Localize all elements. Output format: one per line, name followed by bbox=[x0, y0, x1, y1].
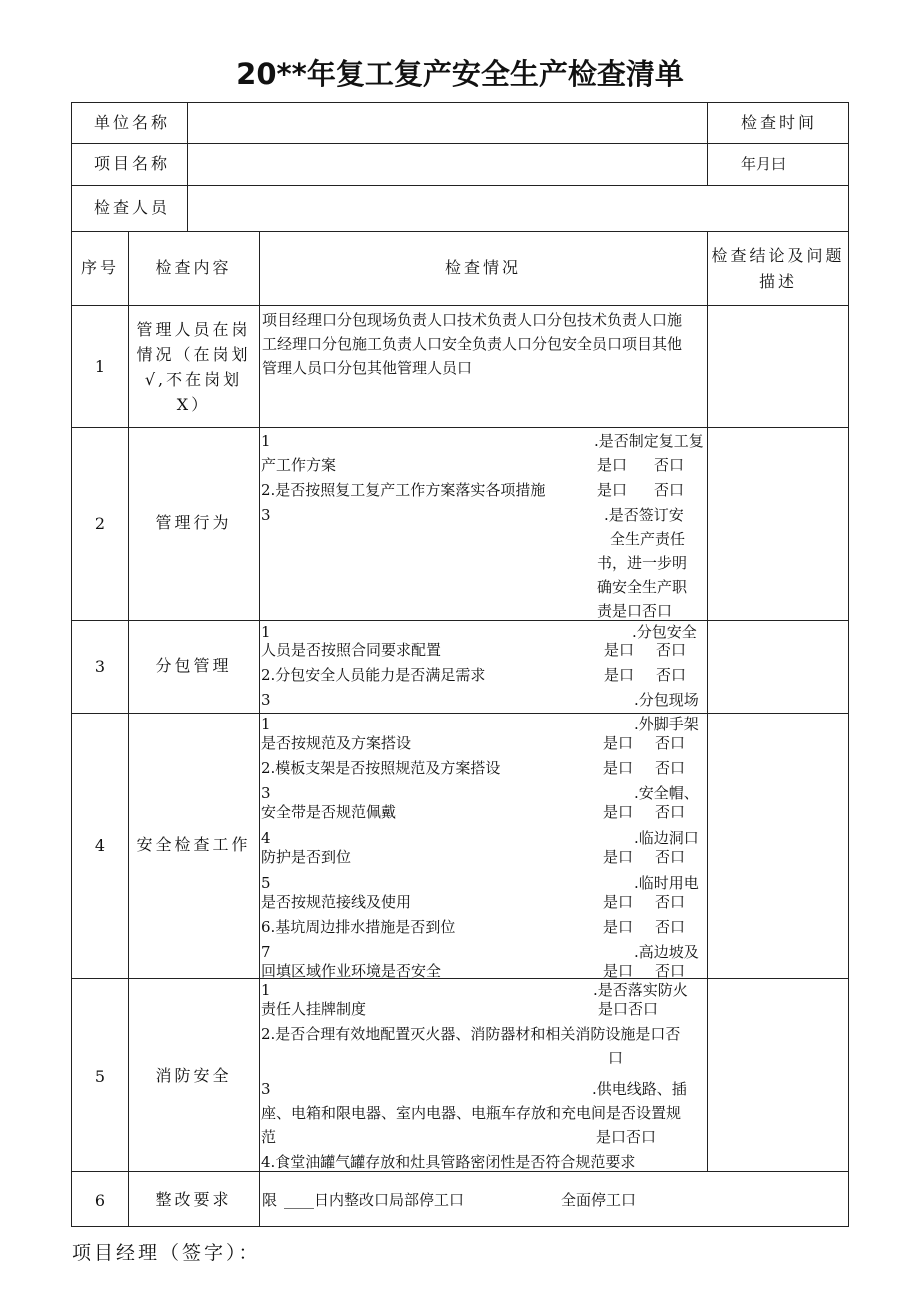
row-4-item: 6.基坑周边排水措施是否到位 bbox=[261, 918, 456, 936]
row-4-yes: 是口 bbox=[603, 962, 634, 980]
row-4-yes: 是口 bbox=[603, 803, 634, 821]
row-4-no: 否口 bbox=[655, 893, 686, 911]
row-4-item: .临时用电 bbox=[634, 874, 699, 892]
row-3-no: 否口 bbox=[656, 641, 687, 659]
row-2-item: 确安全生产职 bbox=[597, 578, 688, 596]
row-4-item: .外脚手架 bbox=[634, 715, 699, 733]
row-4-yes: 是口 bbox=[603, 759, 634, 777]
row-4-yes: 是口 bbox=[603, 848, 634, 866]
row-4-no: 否口 bbox=[655, 803, 686, 821]
unit-name-label: 单位名称 bbox=[94, 113, 171, 132]
column-header-no: 序号 bbox=[80, 258, 119, 277]
row-5-item: 责任人挂牌制度 bbox=[261, 1000, 367, 1018]
column-header-conclusion: 检查结论及问题 bbox=[711, 246, 845, 265]
row-3-content: 分包管理 bbox=[155, 656, 232, 675]
row-1-content: 情况（在岗划 bbox=[136, 345, 251, 364]
row-5-content: 消防安全 bbox=[155, 1066, 232, 1085]
row-5-item: .供电线路、插 bbox=[592, 1080, 687, 1098]
row-2-item: .是否制定复工复 bbox=[594, 432, 704, 450]
row-2-item: 1 bbox=[261, 432, 271, 450]
row-3-item: 1 bbox=[261, 623, 271, 641]
row-2-item: 全生产责任 bbox=[610, 530, 686, 548]
row-3-number: 3 bbox=[94, 657, 106, 676]
row-2-yes: 是口 bbox=[597, 456, 628, 474]
column-header-conclusion: 描述 bbox=[758, 272, 797, 291]
row-1-situation: 项目经理口分包现场负责人口技术负责人口分包技术负责人口施 bbox=[262, 311, 683, 329]
row-4-item: .安全帽、 bbox=[634, 784, 699, 802]
row-4-no: 否口 bbox=[655, 759, 686, 777]
row-3-item: 2.分包安全人员能力是否满足需求 bbox=[261, 666, 486, 684]
row-5-yes-no: 是口否口 bbox=[596, 1128, 657, 1146]
row-5-item: 4.食堂油罐气罐存放和灶具管路密闭性是否符合规范要求 bbox=[261, 1153, 636, 1171]
row-4-no: 否口 bbox=[655, 962, 686, 980]
row-2-item: 3 bbox=[261, 506, 271, 524]
row-5-item: 座、电箱和限电器、室内电器、电瓶车存放和充电间是否设置规 bbox=[261, 1104, 682, 1122]
row-5-item: 3 bbox=[261, 1080, 271, 1098]
row-5-item: 口 bbox=[608, 1049, 624, 1067]
row-3-item: .分包安全 bbox=[632, 623, 697, 641]
page-title: 20**年复工复产安全生产检查清单 bbox=[236, 57, 684, 91]
row-4-no: 否口 bbox=[655, 848, 686, 866]
row-4-item: 是否按规范及方案搭设 bbox=[261, 734, 412, 752]
row-2-no: 否口 bbox=[654, 481, 685, 499]
inspector-label: 检查人员 bbox=[94, 198, 171, 217]
row-6-item: 限 bbox=[262, 1191, 278, 1209]
row-6-item: 全面停工口 bbox=[561, 1191, 637, 1209]
row-4-no: 否口 bbox=[655, 918, 686, 936]
row-1-content: √,不在岗划 bbox=[144, 370, 243, 389]
row-2-item: 2.是否按照复工复产工作方案落实各项措施 bbox=[261, 481, 546, 499]
row-6-number: 6 bbox=[94, 1191, 106, 1210]
row-4-item: 7 bbox=[261, 943, 271, 961]
row-4-item: 是否按规范接线及使用 bbox=[261, 893, 412, 911]
row-2-no: 否口 bbox=[654, 456, 685, 474]
row-5-item: 2.是否合理有效地配置灭火器、消防器材和相关消防设施是口否 bbox=[261, 1025, 681, 1043]
row-4-number: 4 bbox=[94, 836, 106, 855]
row-3-item: 人员是否按照合同要求配置 bbox=[261, 641, 442, 659]
row-1-content: 管理人员在岗 bbox=[136, 320, 251, 339]
row-1-situation: 工经理口分包施工负责人口安全负责人口分包安全员口项目其他 bbox=[262, 335, 683, 353]
row-2-item: 产工作方案 bbox=[261, 456, 337, 474]
row-4-yes: 是口 bbox=[603, 918, 634, 936]
row-2-item: 书，进一步明 bbox=[597, 554, 688, 572]
row-3-yes: 是口 bbox=[604, 666, 635, 684]
row-5-number: 5 bbox=[94, 1067, 106, 1086]
row-4-item: 2.模板支架是否按照规范及方案搭设 bbox=[261, 759, 501, 777]
row-5-yes-no: 是口否口 bbox=[598, 1000, 659, 1018]
row-4-item: 3 bbox=[261, 784, 271, 802]
row-4-item: 5 bbox=[261, 874, 271, 892]
row-1-situation: 管理人员口分包其他管理人员口 bbox=[262, 359, 473, 377]
date-template: 年月曰 bbox=[741, 155, 787, 173]
row-2-number: 2 bbox=[94, 514, 106, 533]
row-4-yes: 是口 bbox=[603, 734, 634, 752]
row-2-yes: 是口 bbox=[597, 481, 628, 499]
column-header-situation: 检查情况 bbox=[444, 258, 521, 277]
column-header-content: 检查内容 bbox=[155, 258, 232, 277]
row-1-content: X） bbox=[176, 395, 211, 414]
row-1-number: 1 bbox=[94, 357, 106, 376]
row-6-content: 整改要求 bbox=[155, 1190, 232, 1209]
row-3-item: .分包现场 bbox=[634, 691, 699, 709]
row-6-item: ____日内整改口局部停工口 bbox=[284, 1191, 465, 1209]
row-4-item: 回填区域作业环境是否安全 bbox=[261, 962, 442, 980]
row-2-content: 管理行为 bbox=[155, 513, 232, 532]
row-2-item: 责是口否口 bbox=[597, 602, 673, 620]
signature-label: 项目经理（签字）： bbox=[72, 1242, 261, 1264]
row-4-item: 防护是否到位 bbox=[261, 848, 352, 866]
row-4-no: 否口 bbox=[655, 734, 686, 752]
row-3-item: 3 bbox=[261, 691, 271, 709]
row-3-yes: 是口 bbox=[604, 641, 635, 659]
row-4-content: 安全检查工作 bbox=[136, 835, 251, 854]
row-4-item: 1 bbox=[261, 715, 271, 733]
row-4-item: 安全带是否规范佩戴 bbox=[261, 803, 397, 821]
row-4-yes: 是口 bbox=[603, 893, 634, 911]
inspect-time-label: 检查时间 bbox=[741, 113, 818, 132]
row-3-no: 否口 bbox=[656, 666, 687, 684]
row-5-item: 1 bbox=[261, 981, 271, 999]
row-4-item: .高边坡及 bbox=[634, 943, 699, 961]
row-4-item: .临边洞口 bbox=[634, 829, 699, 847]
row-5-item: 范 bbox=[261, 1128, 277, 1146]
row-5-item: .是否落实防火 bbox=[593, 981, 688, 999]
row-4-item: 4 bbox=[261, 829, 271, 847]
project-name-label: 项目名称 bbox=[94, 154, 171, 173]
row-2-item: .是否签订安 bbox=[604, 506, 684, 524]
